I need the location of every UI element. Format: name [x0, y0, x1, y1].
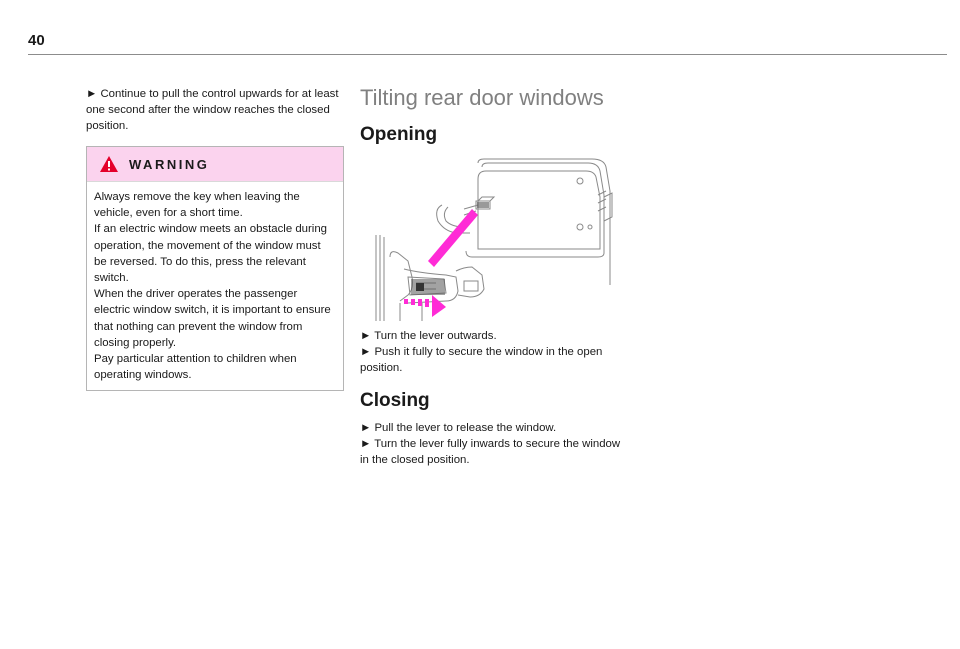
opening-bullet: ► Turn the lever outwards.: [360, 330, 497, 342]
push-arrow: [404, 295, 446, 317]
closing-bullet: ► Pull the lever to release the window.: [360, 422, 557, 434]
warning-triangle-icon: [99, 155, 119, 173]
window-lever-illustration: [360, 157, 614, 321]
pointer-arrow: [428, 209, 478, 267]
closing-bullet: ► Turn the lever fully inwards to secure the window in the closed position.: [360, 438, 621, 466]
left-column: [86, 86, 344, 391]
opening-bullet: ► Push it fully to secure the window in the open position.: [360, 346, 603, 374]
page-number: 40: [28, 32, 45, 49]
right-column: [360, 86, 630, 468]
header-rule: [28, 54, 947, 55]
warning-line: Pay particular attention to children when operating windows.: [94, 353, 297, 382]
warning-body: [87, 182, 343, 390]
warning-box: [86, 146, 344, 391]
warning-line: Always remove the key when leaving the vehicle, even for a short time.: [94, 191, 300, 220]
window-lever-drawing: [360, 157, 614, 321]
warning-line: When the driver operates the passenger electric window switch, it is important to ensure that nothing can prevent the window from closing properly.: [94, 288, 331, 349]
warning-line: If an electric window meets an obstacle during operation, the movement of the window must be reversed. To do this, press the relevant switch.: [94, 223, 327, 285]
closing-title: Closing: [360, 390, 430, 411]
section-title: Tilting rear door windows: [360, 85, 604, 110]
warning-title: WARNING: [129, 156, 210, 172]
intro-bullet: ► Continue to pull the control upwards for at least one second after the window reaches the closed position.: [86, 88, 339, 132]
warning-header: [87, 147, 343, 182]
opening-title: Opening: [360, 124, 438, 145]
